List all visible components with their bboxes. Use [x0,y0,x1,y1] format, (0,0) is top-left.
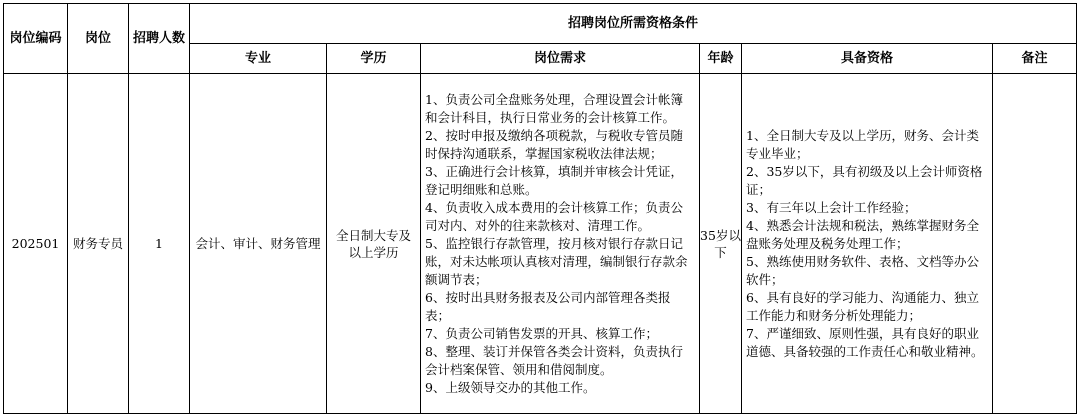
requirement-item: 5、监控银行存款管理，按月核对银行存款日记账，对未达帐项认真核对清理，编制银行存款余额调节表； [425,235,688,287]
cell-qualifications [742,74,993,414]
qualification-item: 7、严谨细致、原则性强，具有良好的职业道德、具备较强的工作责任心和敬业精神。 [746,325,984,359]
recruitment-table [3,3,1077,414]
requirement-item: 8、整理、装订并保管各类会计资料，负责执行会计档案保管、领用和借阅制度。 [425,343,683,377]
cell-age: 35岁以下 [700,74,742,414]
cell-recruit-count: 1 [129,74,190,414]
cell-requirements [421,74,700,414]
cell-education: 全日制大专及以上学历 [327,74,421,414]
requirement-item: 1、负责公司全盘账务处理，合理设置会计帐簿和会计科目，执行日常业务的会计核算工作。 [425,91,683,125]
header-post: 岗位 [68,4,129,74]
header-recruit-count: 招聘人数 [129,4,190,74]
cell-major: 会计、审计、财务管理 [190,74,327,414]
header-remarks: 备注 [993,44,1077,74]
header-requirements: 岗位需求 [421,44,700,74]
header-education: 学历 [327,44,421,74]
qualification-item: 6、具有良好的学习能力、沟通能力、独立工作能力和财务分析处理能力； [746,289,979,323]
header-post-code: 岗位编码 [4,4,68,74]
qualification-item: 4、熟悉会计法规和税法，熟练掌握财务全盘账务处理及税务处理工作； [746,217,979,251]
requirement-item: 9、上级领导交办的其他工作。 [425,379,596,395]
header-major: 专业 [190,44,327,74]
header-qualifications-group: 招聘岗位所需资格条件 [190,4,1077,44]
qualification-item: 5、熟练使用财务软件、表格、文档等办公软件； [746,253,979,287]
requirement-item: 2、按时申报及缴纳各项税款，与税收专管员随时保持沟通联系，掌握国家税收法律法规； [425,127,683,161]
header-qualifications: 具备资格 [742,44,993,74]
qualification-item: 2、35岁以下，具有初级及以上会计师资格证； [746,163,983,197]
requirement-item: 3、正确进行会计核算，填制并审核会计凭证，登记明细账和总账。 [425,163,683,197]
cell-remarks [993,74,1077,414]
header-age: 年龄 [700,44,742,74]
table-row [4,74,1077,414]
qualification-item: 3、有三年以上会计工作经验； [746,199,917,215]
cell-post-code: 202501 [4,74,68,414]
requirement-item: 6、按时出具财务报表及公司内部管理各类报表； [425,289,671,323]
requirement-item: 4、负责收入成本费用的会计核算工作；负责公司对内、对外的往来款核对、清理工作。 [425,199,683,233]
cell-post: 财务专员 [68,74,129,414]
requirement-item: 7、负责公司销售发票的开具、核算工作； [425,325,658,341]
qualification-item: 1、全日制大专及以上学历，财务、会计类专业毕业； [746,127,979,161]
